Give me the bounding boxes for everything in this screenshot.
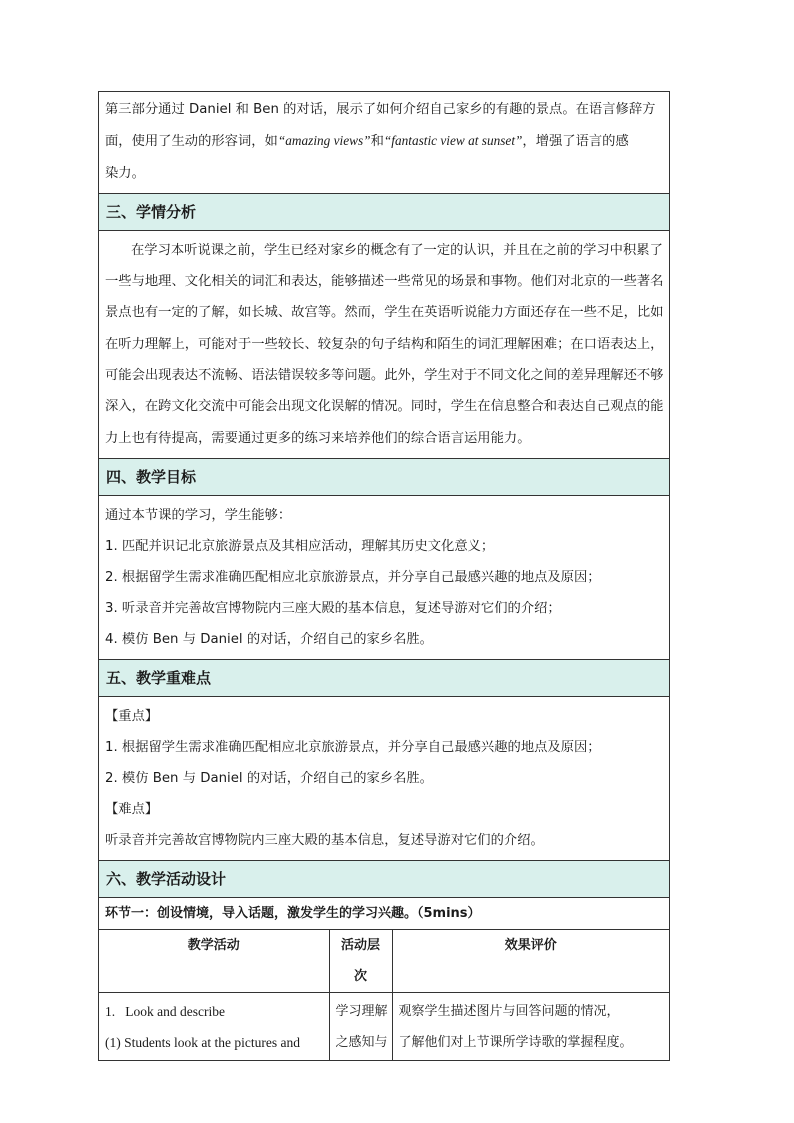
- activity-line: 1. Look and describe: [105, 1003, 225, 1019]
- key-point-item: 1. 根据留学生需求准确匹配相应北京旅游景点，并分享自己最感兴趣的地点及原因；: [105, 739, 601, 755]
- activity-table: [99, 930, 669, 1061]
- objective-item: 2. 根据留学生需求准确匹配相应北京旅游景点，并分享自己最感兴趣的地点及原因；: [105, 569, 601, 585]
- lesson-plan-table: [98, 91, 670, 1061]
- key-points-label: 【重点】: [105, 708, 159, 724]
- level-line: 之感知与: [335, 1034, 388, 1050]
- activity-table-header: [99, 930, 669, 993]
- intro-text-segment: 面，使用了生动的形容词，如: [105, 134, 278, 150]
- intro-line-1: 第三部分通过 Daniel 和 Ben 的对话，展示了如何介绍自己家乡的有趣的景点。在语言修辞方: [105, 102, 656, 117]
- quote-amazing-views: “amazing views”: [277, 133, 371, 149]
- activity-cell: [99, 992, 329, 1060]
- objective-item: 3. 听录音并完善故宫博物院内三座大殿的基本信息，复述导游对它们的介绍；: [105, 600, 561, 616]
- section-heading-activity-design: 六、教学活动设计: [99, 861, 669, 898]
- section-heading-objectives: 四、教学目标: [99, 459, 669, 496]
- intro-text-segment: 和: [370, 134, 384, 150]
- evaluation-line: 观察学生描述图片与回答问题的情况，: [398, 1003, 620, 1019]
- intro-text-segment: ，增强了语言的感: [522, 134, 629, 150]
- section-heading-key-difficult: 五、教学重难点: [99, 660, 669, 697]
- intro-paragraph: [99, 92, 669, 194]
- intro-line-2: [105, 125, 664, 157]
- evaluation-cell: [392, 992, 669, 1060]
- section-heading-learner-analysis: 三、学情分析: [99, 194, 669, 231]
- learner-analysis-paragraph: 在学习本听说课之前，学生已经对家乡的概念有了一定的认识，并且在之前的学习中积累了一些与地理、文化相关的词汇和表达，能够描述一些常见的场景和事物。他们对北京的一些著名景点也有一定的了解，如长城、故宫等。然而，学生在英语听说能力方面还存在一些不足，比如在听力理解上，可能对于一些较长、较复杂的句子结构和陌生的词汇理解困难；在口语表达上，可能会出现表达不流畅、语法错误较多等问题。此外，学生对于不同文化之间的差异理解还不够深入，在跨文化交流中可能会出现文化误解的情况。同时，学生在信息整合和表达自己观点的能力上也有待提高，需要通过更多的练习来培养他们的综合语言运用能力。: [105, 242, 664, 446]
- key-difficult-body: [99, 697, 669, 861]
- activity-line: (1) Students look at the pictures and: [105, 1034, 300, 1050]
- header-evaluation: 效果评价: [392, 930, 669, 993]
- objective-item: 4. 模仿 Ben 与 Daniel 的对话，介绍自己的家乡名胜。: [105, 631, 433, 647]
- quote-fantastic-view: “fantastic view at sunset”: [383, 133, 523, 149]
- level-line: 学习理解: [335, 1003, 388, 1019]
- level-cell: [329, 992, 392, 1060]
- evaluation-line: 了解他们对上节课所学诗歌的掌握程度。: [398, 1034, 633, 1050]
- header-activity-level: 活动层次: [329, 930, 392, 993]
- objectives-lead: 通过本节课的学习，学生能够：: [105, 507, 292, 523]
- key-point-item: 2. 模仿 Ben 与 Daniel 的对话，介绍自己的家乡名胜。: [105, 770, 433, 786]
- difficult-points-label: 【难点】: [105, 801, 159, 817]
- difficult-point-text: 听录音并完善故宫博物院内三座大殿的基本信息，复述导游对它们的介绍。: [105, 832, 544, 848]
- table-row: [99, 992, 669, 1060]
- intro-line-3: 染力。: [105, 165, 145, 181]
- objectives-body: [99, 496, 669, 660]
- objective-item: 1. 匹配并识记北京旅游景点及其相应活动，理解其历史文化意义；: [105, 538, 495, 554]
- header-teaching-activity: 教学活动: [99, 930, 329, 993]
- learner-analysis-body: [99, 231, 669, 459]
- stage-one-title: 环节一：创设情境，导入话题，激发学生的学习兴趣。（5mins）: [99, 898, 669, 930]
